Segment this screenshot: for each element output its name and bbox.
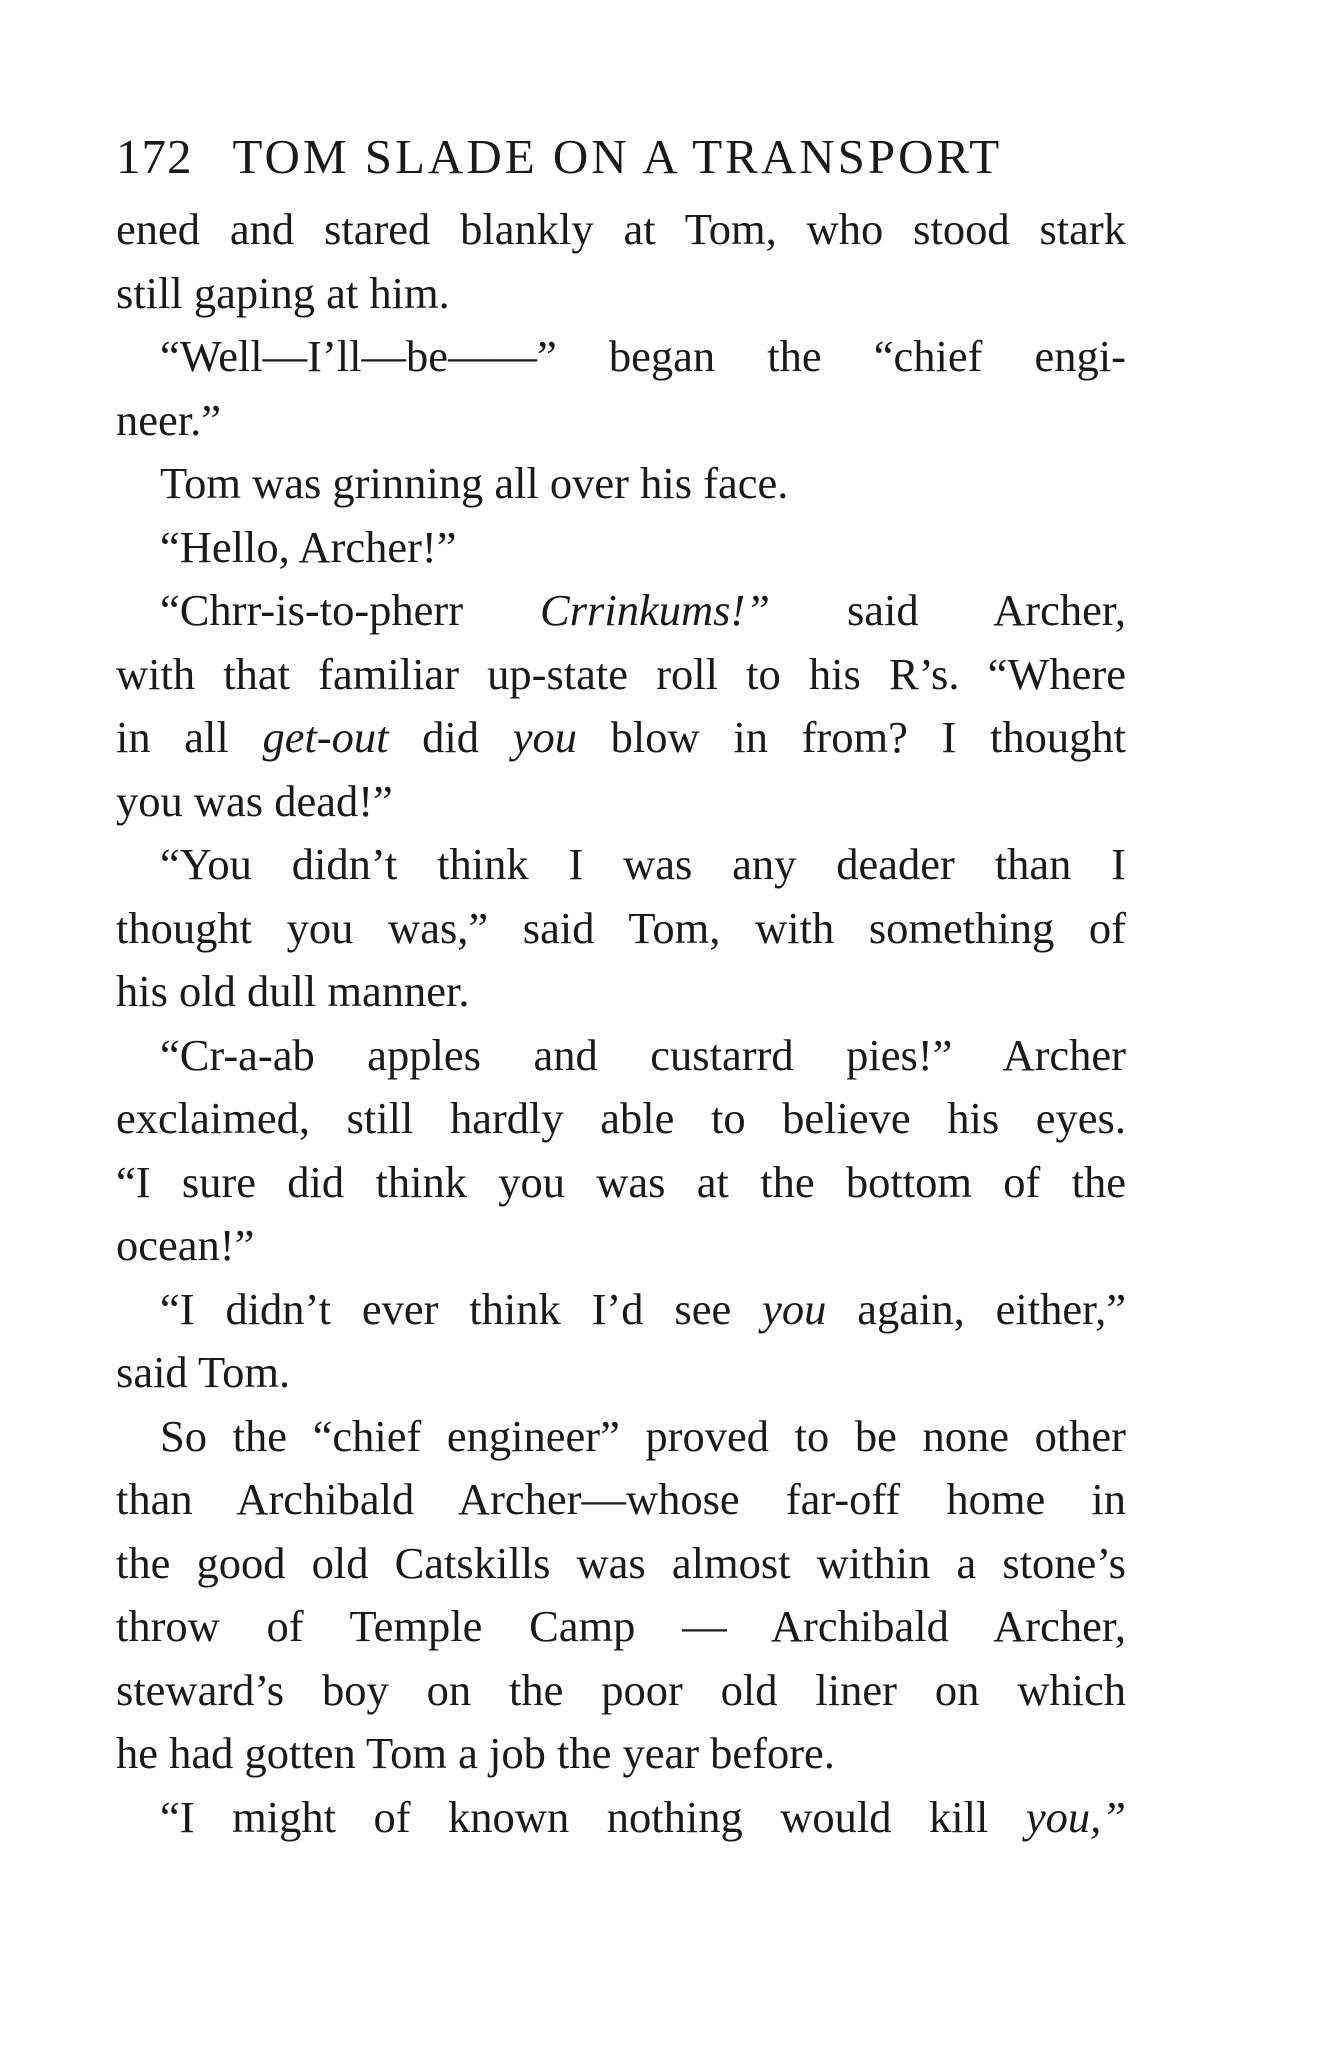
text-line: [116, 960, 1126, 1024]
text-line: [116, 1151, 1126, 1215]
text-run: ocean!”: [116, 1220, 255, 1270]
text-run: blow in from? I thought: [576, 712, 1126, 762]
text-line: [116, 1595, 1126, 1659]
text-line: [116, 1532, 1126, 1596]
text-line: [116, 325, 1126, 389]
text-run: still gaping at him.: [116, 267, 450, 318]
text-run: the good old Catskills was almost within a stone’s: [116, 1537, 1126, 1588]
italic-text: get-out: [262, 712, 389, 762]
text-run: exclaimed, still hardly able to believe his eyes.: [116, 1093, 1126, 1143]
italic-text: you,”: [1025, 1791, 1126, 1842]
body-text: [116, 198, 1126, 1849]
page-number: 172: [116, 129, 193, 184]
text-run: “Hello, Archer!”: [160, 521, 457, 572]
text-run: “I might of known nothing would kill: [160, 1791, 1026, 1842]
text-line: [116, 579, 1126, 643]
text-line: [116, 262, 1126, 326]
text-line: [116, 1087, 1126, 1151]
italic-text: Crrinkums!”: [540, 585, 770, 635]
text-run: “You didn’t think I was any deader than I: [160, 839, 1126, 889]
text-run: you was dead!”: [116, 775, 393, 826]
text-run: did: [388, 712, 513, 762]
text-line: [116, 452, 1126, 516]
text-run: “I didn’t ever think I’d see: [160, 1283, 763, 1334]
text-run: thought you was,” said Tom, with something of: [116, 902, 1126, 953]
text-run: said Tom.: [116, 1347, 291, 1397]
text-run: steward’s boy on the poor old liner on which: [116, 1664, 1126, 1715]
text-line: [116, 1405, 1126, 1469]
text-run: “Chrr-is-to-pherr: [160, 585, 541, 635]
text-run: said Archer,: [769, 585, 1126, 635]
text-run: than Archibald Archer—whose far-off home in: [116, 1474, 1126, 1524]
text-line: [116, 1024, 1126, 1088]
text-line: [116, 198, 1126, 262]
text-line: [116, 1786, 1126, 1850]
text-line: [116, 1341, 1126, 1405]
page-header: [116, 128, 1126, 198]
text-line: [116, 897, 1126, 961]
text-line: [116, 770, 1126, 834]
text-line: [116, 389, 1126, 453]
text-line: [116, 643, 1126, 707]
text-run: throw of Temple Camp — Archibald Archer,: [116, 1601, 1126, 1651]
text-line: [116, 1214, 1126, 1278]
text-line: [116, 1278, 1126, 1342]
text-line: [116, 1659, 1126, 1723]
text-run: with that familiar up-state roll to his R’s. “Where: [116, 648, 1126, 699]
italic-text: you: [512, 712, 577, 762]
text-run: his old dull manner.: [116, 966, 470, 1016]
text-run: So the “chief engineer” proved to be none other: [160, 1410, 1126, 1461]
text-line: [116, 516, 1126, 580]
book-page: [116, 128, 1126, 1849]
text-line: [116, 706, 1126, 770]
text-line: [116, 1468, 1126, 1532]
text-run: “I sure did think you was at the bottom of the: [116, 1156, 1126, 1207]
text-run: “Cr-a-ab apples and custarrd pies!” Archer: [160, 1029, 1126, 1080]
italic-text: you: [762, 1283, 827, 1334]
text-run: he had gotten Tom a job the year before.: [116, 1728, 835, 1778]
running-title: TOM SLADE ON A TRANSPORT: [232, 129, 1003, 184]
text-line: [116, 833, 1126, 897]
text-run: Tom was grinning all over his face.: [160, 458, 789, 508]
text-line: [116, 1722, 1126, 1786]
text-run: again, either,”: [826, 1283, 1126, 1334]
text-run: in all: [116, 712, 263, 762]
text-run: “Well—I’ll—be——” began the “chief engi-: [160, 331, 1126, 381]
text-run: ened and stared blankly at Tom, who stood stark: [116, 204, 1126, 254]
text-run: neer.”: [116, 394, 221, 445]
